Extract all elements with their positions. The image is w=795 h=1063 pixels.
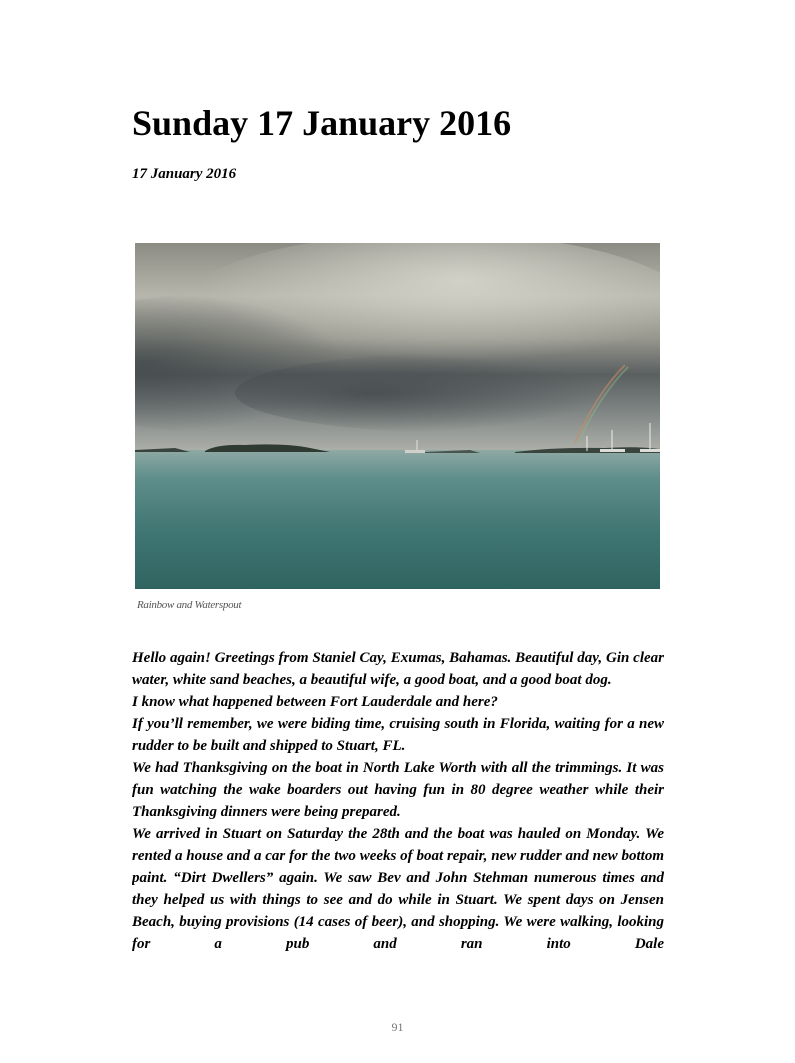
entry-date: 17 January 2016: [132, 166, 237, 182]
body-paragraph: We arrived in Stuart on Saturday the 28th and the boat was hauled on Monday. We rented a house and a car for the two weeks of boat repair, new rudder and new bottom paint. “Dirt Dwellers” again. We saw Bev and John Stehman numerous times and they helped us with things to see and do while in Stuart. We spent days on Jensen Beach, buying provisions (14 cases of beer), and shopping. We were walking, looking for a pub and ran into Dale: [132, 826, 664, 952]
page-title: Sunday 17 January 2016: [132, 103, 512, 143]
rainbow-waterspout-photo: [135, 243, 660, 589]
entry-body: [132, 647, 664, 979]
body-paragraph: Hello again! Greetings from Staniel Cay, Exumas, Bahamas. Beautiful day, Gin clear water, white sand beaches, a beautiful wife, a good boat, and a good boat dog.: [132, 650, 664, 688]
body-paragraph: If you’ll remember, we were biding time, cruising south in Florida, waiting for a new rudder to be built and shipped to Stuart, FL.: [132, 716, 664, 754]
photo-caption: Rainbow and Waterspout: [137, 599, 242, 611]
body-paragraph: We had Thanksgiving on the boat in North Lake Worth with all the trimmings. It was fun watching the wake boarders out having fun in 80 degree weather while their Thanksgiving dinners were being prepared.: [132, 760, 664, 820]
page-number: 91: [391, 1020, 404, 1034]
body-paragraph: I know what happened between Fort Lauderdale and here?: [132, 694, 498, 710]
